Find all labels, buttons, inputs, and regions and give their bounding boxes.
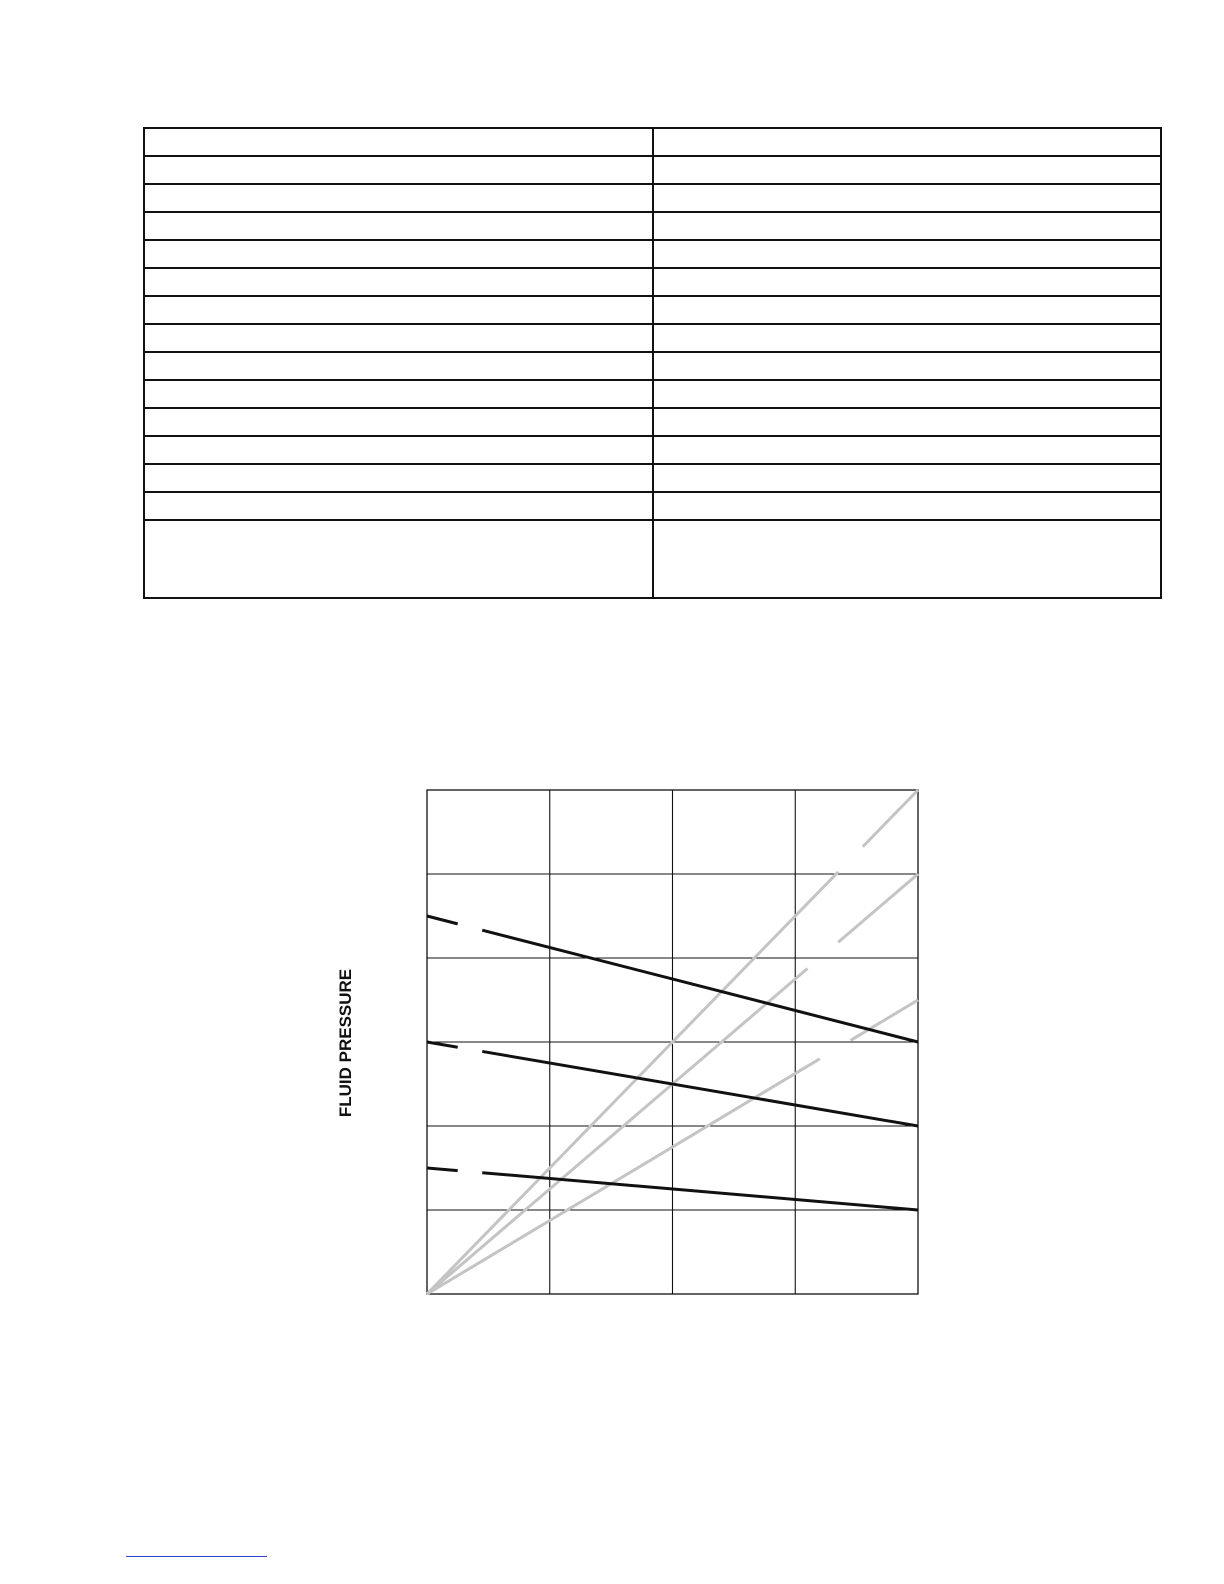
table-row: [144, 492, 1161, 520]
table-cell: [144, 184, 653, 212]
table-row: [144, 352, 1161, 380]
table-row: [144, 184, 1161, 212]
chart-svg: [300, 770, 960, 1330]
y-axis-label: FLUID PRESSURE: [336, 968, 355, 1118]
table-cell: [144, 324, 653, 352]
table-row: [144, 324, 1161, 352]
table-cell: [144, 492, 653, 520]
series-segment: [427, 1168, 458, 1171]
footer-link-rule: [126, 1556, 267, 1557]
table-row: [144, 212, 1161, 240]
table-row: [144, 156, 1161, 184]
pressure-chart: [300, 770, 960, 1330]
series-segment: [427, 1042, 458, 1047]
table-row: [144, 520, 1161, 598]
table-row: [144, 268, 1161, 296]
table-cell: [144, 268, 653, 296]
table-cell: [653, 520, 1161, 598]
table-cell: [144, 240, 653, 268]
table-cell: [144, 296, 653, 324]
table-cell: [144, 436, 653, 464]
series-segment: [482, 930, 918, 1042]
spec-table: [143, 127, 1162, 599]
table-cell: [653, 212, 1161, 240]
table-row: [144, 436, 1161, 464]
series-segment: [427, 872, 838, 1294]
table-cell: [144, 128, 653, 156]
table-cell: [144, 520, 653, 598]
table-cell: [144, 352, 653, 380]
table-row: [144, 464, 1161, 492]
table-row: [144, 408, 1161, 436]
series-segment: [427, 969, 808, 1295]
series-segment: [838, 874, 918, 942]
table-cell: [653, 380, 1161, 408]
table-cell: [653, 128, 1161, 156]
table-cell: [144, 156, 653, 184]
table-cell: [653, 240, 1161, 268]
table-cell: [653, 156, 1161, 184]
table-cell: [144, 212, 653, 240]
table-row: [144, 240, 1161, 268]
table-cell: [144, 464, 653, 492]
table-cell: [653, 184, 1161, 212]
table-row: [144, 128, 1161, 156]
table-row: [144, 380, 1161, 408]
spec-table-body: [144, 128, 1161, 598]
table-cell: [653, 408, 1161, 436]
table-cell: [653, 296, 1161, 324]
series-segment: [427, 916, 458, 924]
table-cell: [653, 324, 1161, 352]
table-cell: [653, 352, 1161, 380]
table-row: [144, 296, 1161, 324]
table-cell: [653, 492, 1161, 520]
table-cell: [653, 268, 1161, 296]
table-cell: [653, 436, 1161, 464]
series-segment: [482, 1051, 918, 1126]
table-cell: [144, 380, 653, 408]
table-cell: [653, 464, 1161, 492]
table-cell: [144, 408, 653, 436]
series-segment: [863, 790, 918, 847]
